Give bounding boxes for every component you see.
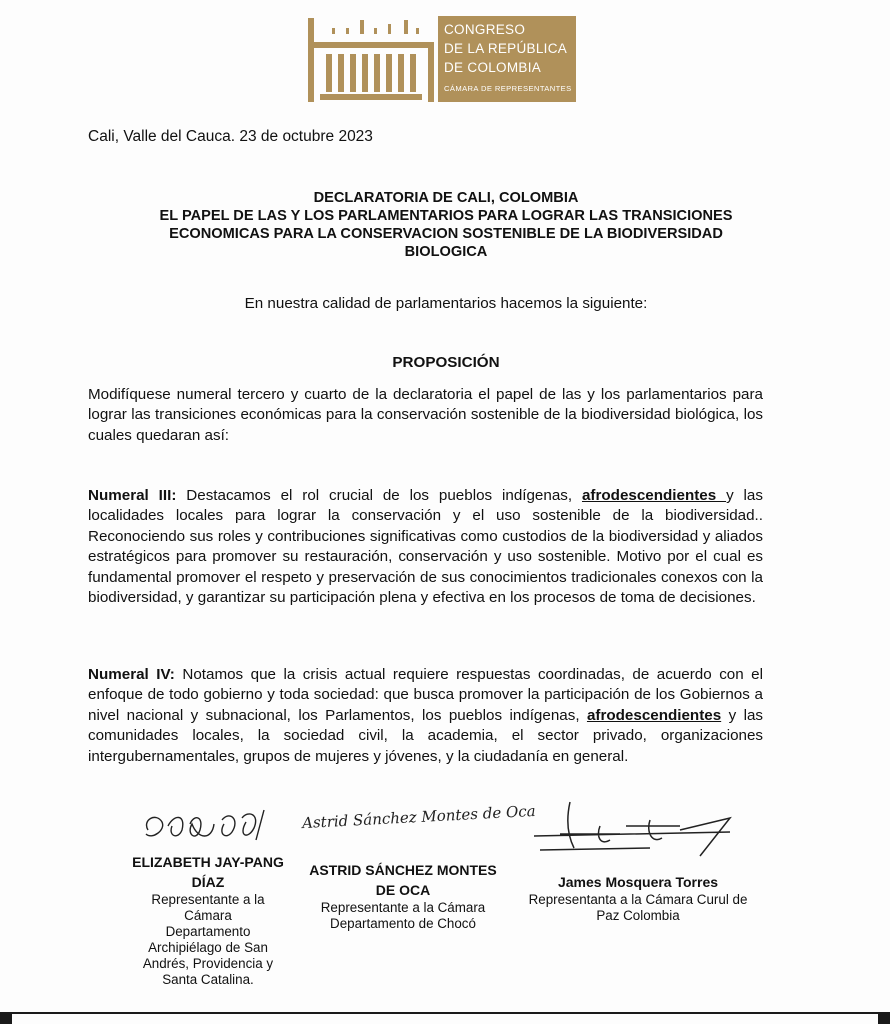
- logo-line-2: DE LA REPÚBLICA: [444, 41, 568, 56]
- logo-line-1: CONGRESO: [444, 22, 526, 37]
- numeral-iii-label: Numeral III:: [88, 487, 177, 504]
- logo-text-plate: [438, 16, 576, 102]
- proposition-heading: PROPOSICIÓN: [392, 354, 500, 371]
- numeral-iii-paragraph: [88, 486, 763, 608]
- signature-1-handwriting: [138, 800, 278, 850]
- signer-role: Representanta a la Cámara Curul de Paz Colombia: [528, 892, 748, 923]
- signer-department: Departamento de Chocó: [330, 916, 476, 931]
- document-title: [88, 189, 804, 261]
- intro-text: En nuestra calidad de parlamentarios hacemos la siguiente:: [244, 295, 648, 312]
- signature-3-handwriting: [530, 796, 750, 862]
- signer-role: Representante a la Cámara: [151, 892, 265, 923]
- signature-block-3: [520, 872, 756, 924]
- page-bottom-border: [0, 1012, 890, 1024]
- title-line-2: EL PAPEL DE LAS Y LOS PARLAMENTARIOS PARA LOGRAR LAS TRANSICIONES: [159, 208, 733, 224]
- title-line-1: DECLARATORIA DE CALI, COLOMBIA: [313, 190, 579, 206]
- signer-role: Representante a la Cámara: [320, 900, 486, 915]
- numeral-iii-text-after: y las localidades locales para lograr la conservación y el uso sostenible de la biodiversidad.. Reconociendo sus roles y contribuciones significativas como custodios de la biodiversidad y aliados estratégicos para promover su restauración, conservación y uso sostenible. Motivo por el cual es fundamental promover el respeto y preservación de sus conocimientos tradicionales conexos con la biodiversidad, y garantizar su participación plena y efectiva en los procesos de toma de decisiones.: [88, 487, 763, 607]
- numeral-iv-paragraph: [88, 665, 763, 767]
- paragraph-modify: Modifíquese numeral tercero y cuarto de la declaratoria el papel de las y los parlamentarios para lograr las transiciones económicas para la conservación sostenible de la biodiversidad biológica, los cuales quedaran así:: [88, 386, 763, 444]
- numeral-iv-text-after: y las comunidades locales, la sociedad civil, la academia, el sector privado, organizaciones intergubernamentales, grupos de mujeres y jóvenes, y la ciudadanía en general.: [88, 706, 763, 765]
- logo-line-4: CÁMARA DE REPRESENTANTES: [444, 84, 572, 93]
- date-line: Cali, Valle del Cauca. 23 de octubre 2023: [88, 128, 373, 145]
- capitol-emblem-icon: [308, 14, 436, 104]
- numeral-iii-emphasis: afrodescendientes: [581, 487, 727, 504]
- numeral-iv-label: Numeral IV:: [88, 666, 175, 683]
- signer-name: ASTRID SÁNCHEZ MONTES DE OCA: [309, 862, 497, 898]
- signer-name: ELIZABETH JAY-PANG DÍAZ: [132, 854, 284, 890]
- title-line-3: ECONOMICAS PARA LA CONSERVACION SOSTENIBLE DE LA BIODIVERSIDAD: [169, 226, 723, 242]
- signer-name: James Mosquera Torres: [557, 874, 719, 890]
- numeral-iv-text-before: Notamos que la crisis actual requiere respuestas coordinadas, de acuerdo con el enfoque de todo gobierno y toda sociedad: que busca promover la participación de los Gobiernos a nivel nacional y subnacional, los Parlamentos, los pueblos indígenas,: [88, 666, 764, 724]
- signature-block-2: [298, 860, 508, 932]
- signer-department: Departamento Archipiélago de San Andrés, Providencia y Santa Catalina.: [142, 924, 274, 987]
- congress-logo: [308, 14, 576, 104]
- numeral-iv-emphasis: afrodescendientes: [586, 706, 722, 724]
- signature-2-handwriting: Astrid Sánchez Montes de Oca: [301, 801, 537, 833]
- signature-block-1: [128, 852, 288, 988]
- numeral-iii-text-before: Destacamos el rol crucial de los pueblos indígenas,: [176, 487, 582, 504]
- title-line-4: BIOLOGICA: [404, 244, 488, 260]
- logo-line-3: DE COLOMBIA: [444, 60, 542, 75]
